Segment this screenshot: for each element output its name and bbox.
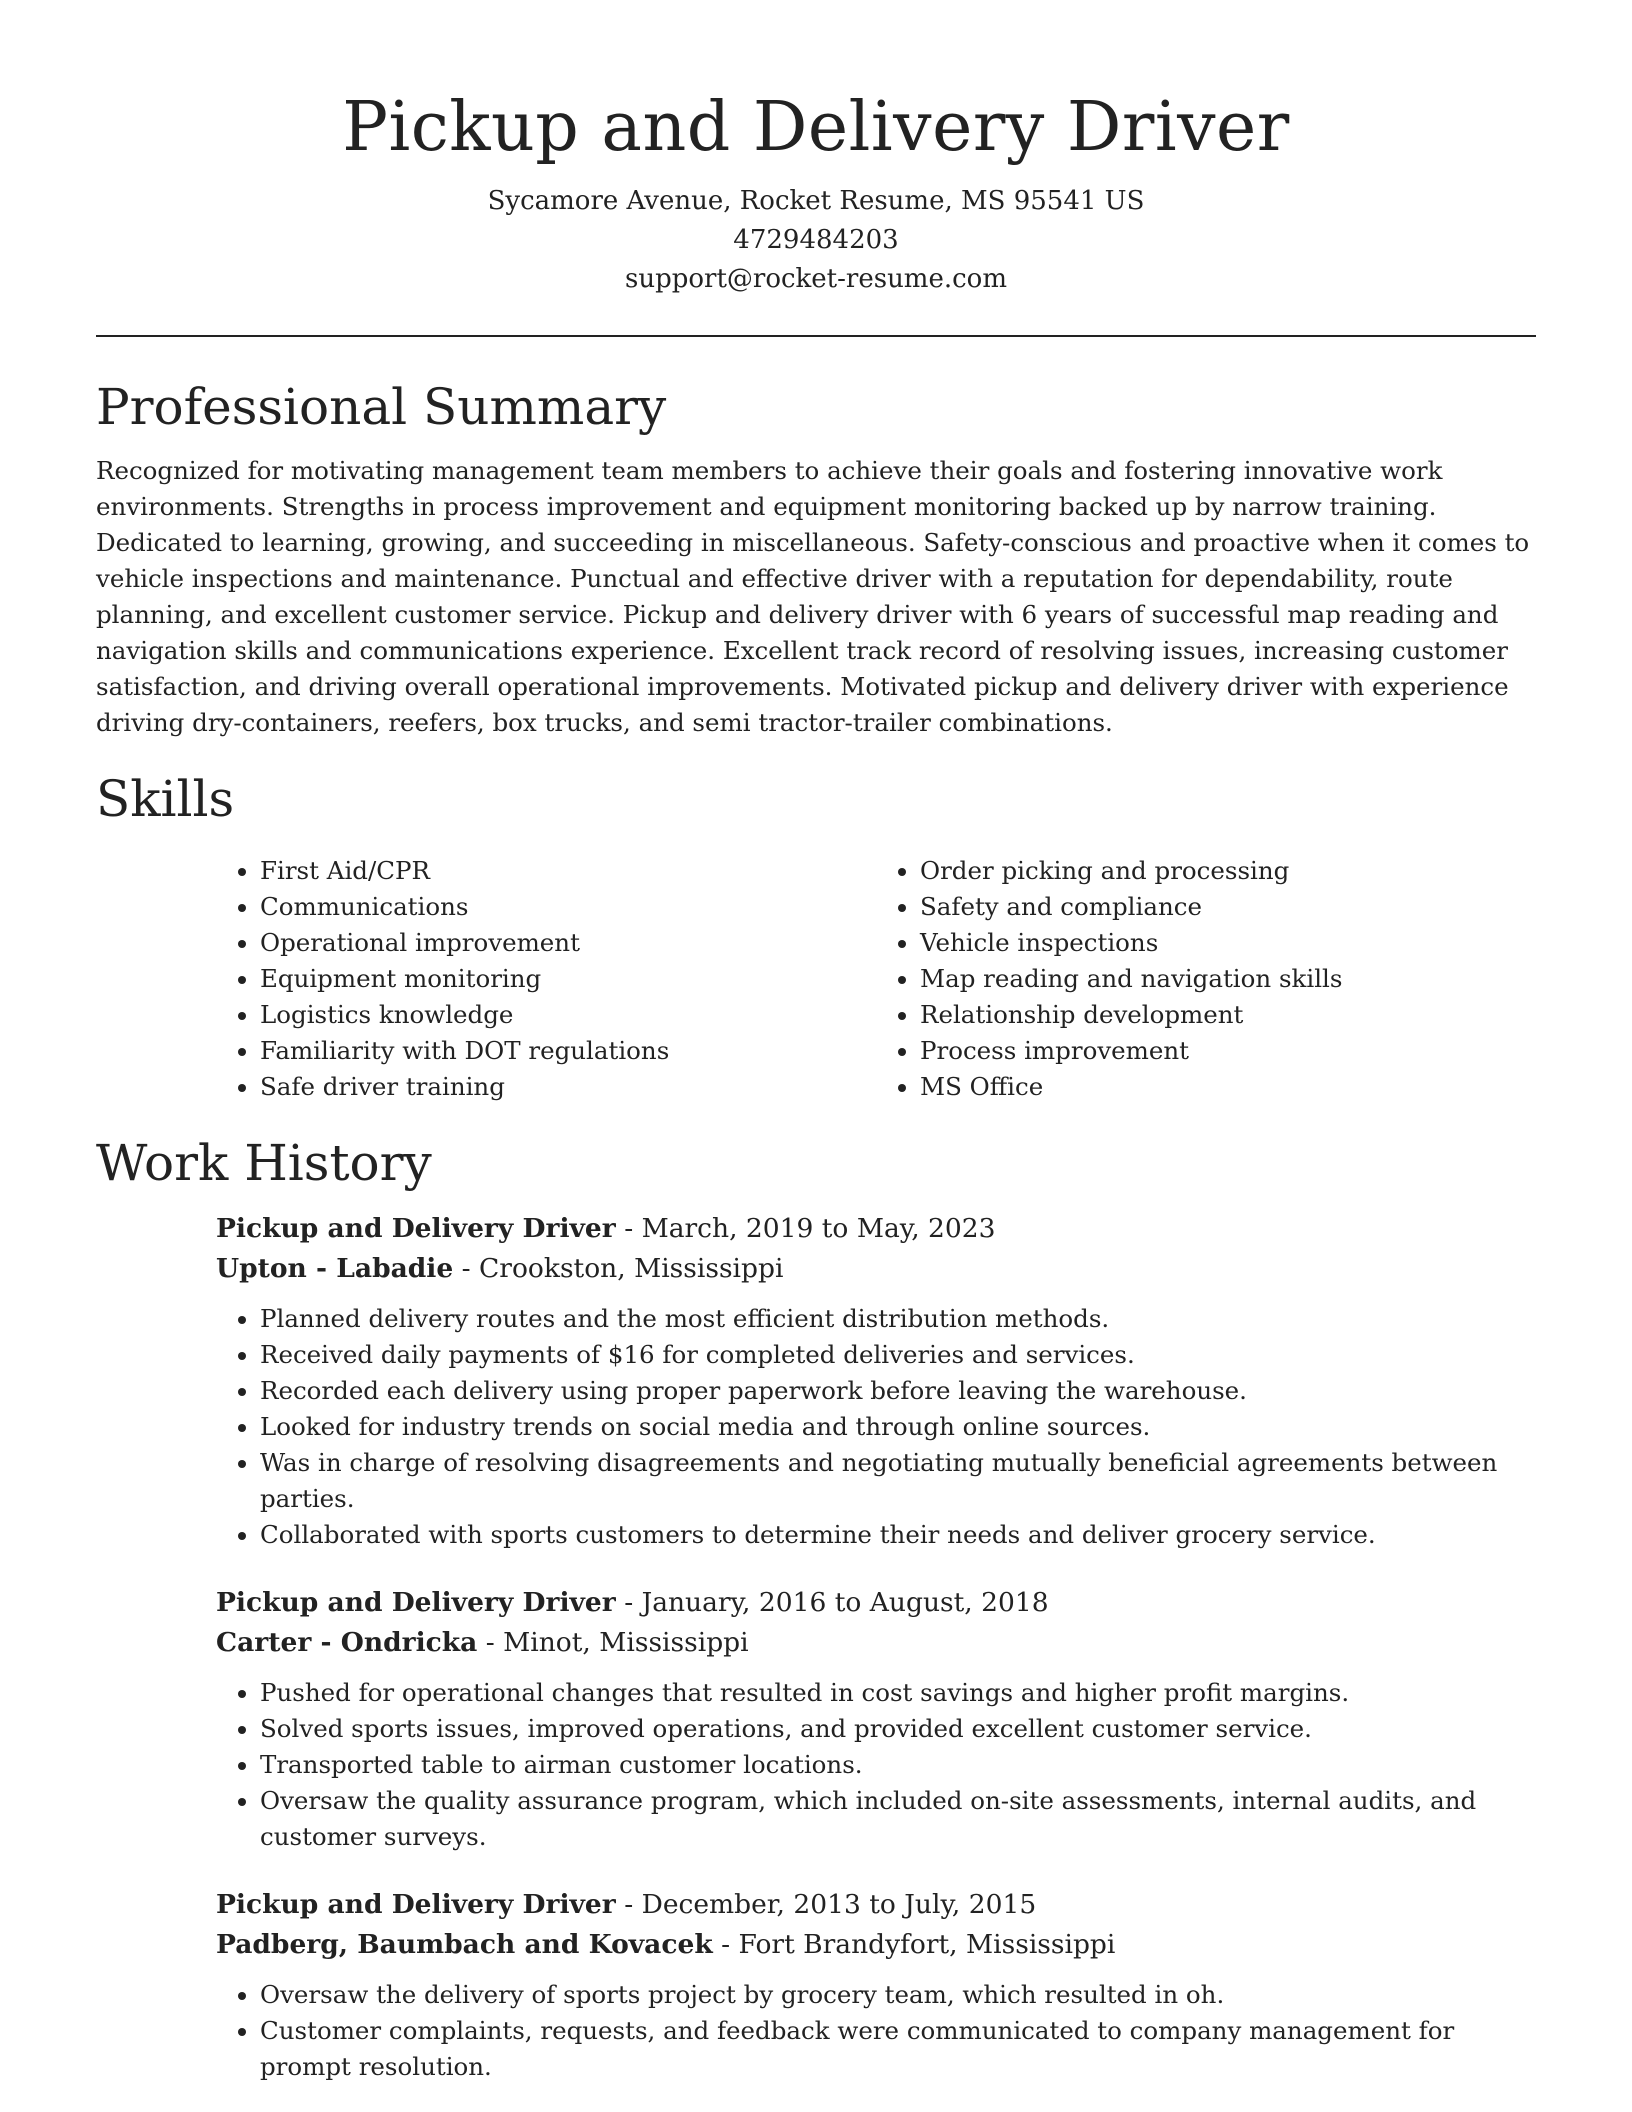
job-company: Padberg, Baumbach and Kovacek bbox=[216, 1929, 713, 1960]
job-company: Upton - Labadie bbox=[216, 1253, 454, 1284]
work-history-section bbox=[96, 1131, 1536, 2085]
job-entry bbox=[216, 1885, 1536, 2085]
job-company: Carter - Ondricka bbox=[216, 1627, 478, 1658]
summary-section bbox=[96, 375, 1536, 741]
job-location: - Crookston, Mississippi bbox=[453, 1253, 784, 1284]
contact-phone: 4729484203 bbox=[733, 225, 899, 255]
job-title: Pickup and Delivery Driver bbox=[216, 1587, 616, 1618]
skill-item: • Safety and compliance bbox=[920, 889, 1536, 925]
skill-item: • MS Office bbox=[920, 1069, 1536, 1105]
job-bullet: • Collaborated with sports customers to determine their needs and deliver grocery service. bbox=[260, 1517, 1536, 1553]
job-dates: - December, 2013 to July, 2015 bbox=[615, 1889, 1037, 1920]
job-bullet: • Customer complaints, requests, and feedback were communicated to company management for prompt resolution. bbox=[260, 2013, 1536, 2085]
job-entry bbox=[216, 1583, 1536, 1855]
skill-item: • Communications bbox=[260, 889, 876, 925]
summary-text: Recognized for motivating management team members to achieve their goals and fostering innovative work environments. Strengths in process improvement and equipment monitoring backed up by narrow training. Dedicated to learning, growing, and succeeding in miscellaneous. Safety-conscious and proactive when it comes to vehicle inspections and maintenance. Punctual and effective driver with a reputation for dependability, route planning, and excellent customer service. Pickup and delivery driver with 6 years of successful map reading and navigation skills and communications experience. Excellent track record of resolving issues, increasing customer satisfaction, and driving overall operational improvements. Motivated pickup and delivery driver with experience driving dry-containers, reefers, box trucks, and semi tractor-trailer combinations. bbox=[96, 456, 1530, 737]
job-company-line bbox=[216, 1249, 1536, 1289]
skill-item: • Vehicle inspections bbox=[920, 925, 1536, 961]
skills-section bbox=[96, 767, 1536, 1105]
skills-list-right bbox=[876, 853, 1536, 1105]
job-dates: - January, 2016 to August, 2018 bbox=[615, 1587, 1049, 1618]
job-bullet: • Recorded each delivery using proper paperwork before leaving the warehouse. bbox=[260, 1373, 1536, 1409]
job-bullet: • Oversaw the quality assurance program, which included on-site assessments, internal audits, and customer surveys. bbox=[260, 1783, 1536, 1855]
job-bullet: • Oversaw the delivery of sports project by grocery team, which resulted in oh. bbox=[260, 1977, 1536, 2013]
job-dates: - March, 2019 to May, 2023 bbox=[615, 1213, 996, 1244]
job-bullets bbox=[216, 1675, 1536, 1855]
skill-item: • Logistics knowledge bbox=[260, 997, 876, 1033]
job-title: Pickup and Delivery Driver bbox=[216, 1889, 616, 1920]
skill-item: • Familiarity with DOT regulations bbox=[260, 1033, 876, 1069]
skill-item: • Operational improvement bbox=[260, 925, 876, 961]
job-bullet: • Solved sports issues, improved operations, and provided excellent customer service. bbox=[260, 1711, 1536, 1747]
skills-heading: Skills bbox=[96, 770, 235, 828]
job-bullet: • Pushed for operational changes that resulted in cost savings and higher profit margins. bbox=[260, 1675, 1536, 1711]
job-bullets bbox=[216, 1977, 1536, 2085]
header-divider bbox=[96, 335, 1536, 337]
job-company-line bbox=[216, 1925, 1536, 1965]
work-history-heading: Work History bbox=[96, 1134, 432, 1192]
job-entry bbox=[216, 1209, 1536, 1553]
job-bullet: • Received daily payments of $16 for completed deliveries and services. bbox=[260, 1337, 1536, 1373]
resume-name: Pickup and Delivery Driver bbox=[342, 88, 1290, 167]
resume-page bbox=[96, 0, 1536, 2085]
contact-address: Sycamore Avenue, Rocket Resume, MS 95541 US bbox=[487, 186, 1145, 216]
skill-item: • Process improvement bbox=[920, 1033, 1536, 1069]
skill-item: • Order picking and processing bbox=[920, 853, 1536, 889]
skills-list-left bbox=[216, 853, 876, 1105]
job-title-line bbox=[216, 1209, 1536, 1249]
job-location: - Minot, Mississippi bbox=[477, 1627, 749, 1658]
job-title-line bbox=[216, 1885, 1536, 1925]
job-company-line bbox=[216, 1623, 1536, 1663]
skill-item: • Relationship development bbox=[920, 997, 1536, 1033]
skill-item: • Equipment monitoring bbox=[260, 961, 876, 997]
job-title: Pickup and Delivery Driver bbox=[216, 1213, 616, 1244]
skill-item: • Safe driver training bbox=[260, 1069, 876, 1105]
contact-block bbox=[96, 182, 1536, 299]
skill-item: • Map reading and navigation skills bbox=[920, 961, 1536, 997]
job-bullet: • Planned delivery routes and the most efficient distribution methods. bbox=[260, 1301, 1536, 1337]
skill-item: • First Aid/CPR bbox=[260, 853, 876, 889]
job-bullet: • Looked for industry trends on social media and through online sources. bbox=[260, 1409, 1536, 1445]
job-bullet: • Was in charge of resolving disagreements and negotiating mutually beneficial agreements between parties. bbox=[260, 1445, 1536, 1517]
contact-email: support@rocket-resume.com bbox=[624, 264, 1007, 294]
job-title-line bbox=[216, 1583, 1536, 1623]
resume-header bbox=[96, 0, 1536, 299]
job-location: - Fort Brandyfort, Mississippi bbox=[712, 1929, 1116, 1960]
job-bullet: • Transported table to airman customer locations. bbox=[260, 1747, 1536, 1783]
summary-heading: Professional Summary bbox=[96, 378, 667, 436]
job-bullets bbox=[216, 1301, 1536, 1553]
skills-columns bbox=[216, 853, 1536, 1105]
